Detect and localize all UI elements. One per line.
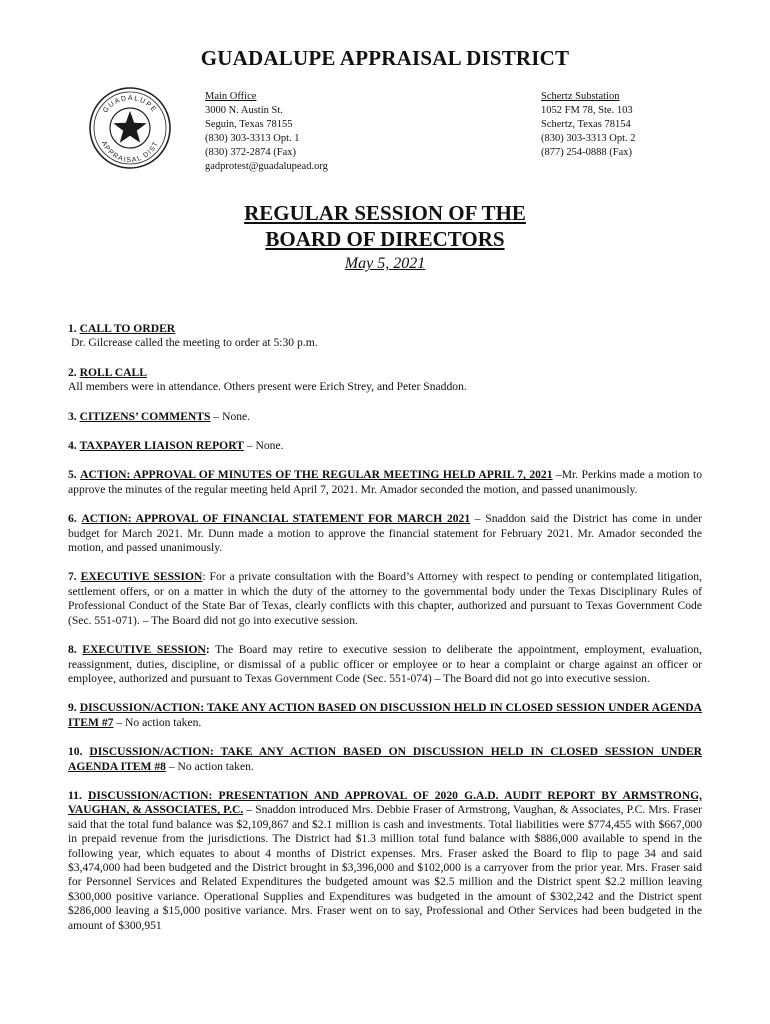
- minutes-body: [68, 322, 702, 948]
- item-heading: ACTION: APPROVAL OF FINANCIAL STATEMENT FOR MARCH 2021: [81, 512, 471, 526]
- document-title-line-2: BOARD OF DIRECTORS: [265, 227, 505, 251]
- svg-text:APPRAISAL DIST: [100, 140, 160, 164]
- agenda-item-5: [68, 468, 702, 497]
- item-number: 11.: [68, 788, 82, 802]
- item-body: – None.: [243, 439, 284, 453]
- item-heading: EXECUTIVE SESSION: [82, 643, 206, 657]
- item-heading: EXECUTIVE SESSION: [80, 570, 203, 584]
- agenda-item-10: [68, 745, 702, 774]
- substation-city: Schertz, Texas 78154: [541, 119, 631, 130]
- item-number: 8.: [68, 643, 77, 657]
- document-title: [0, 200, 770, 252]
- item-number: 5.: [68, 468, 77, 482]
- item-number: 1.: [68, 322, 77, 335]
- item-body: The Board may retire to executive session to deliberate the appointment, employment, evaluation, reassignment, duties, discipline, or dismissal of a public officer or employee or to hear a complaint or charge against an officer or employee, authorized and pursuant to Texas Government Code (Sec. 551-074) – The Board did not go into executive session.: [68, 643, 702, 685]
- item-number: 6.: [68, 512, 77, 526]
- item-number: 10.: [68, 745, 83, 759]
- item-body: : For a private consultation with the Board’s Attorney with respect to pending or contemplated litigation, settlement offers, or on a matter in which the duty of the attorney to the governmental body under the Texas Disciplinary Rules of Professional Conduct of the State Bar of Texas, clearly conflicts with this chapter, authorized and pursuant to Texas Government Code (Sec. 551-071). – The Board did not go into executive session.: [68, 570, 703, 627]
- main-office-email: gadprotest@guadalupead.org: [205, 161, 328, 172]
- agenda-item-1: [68, 322, 702, 351]
- agenda-item-8: [68, 643, 702, 686]
- agenda-item-3: [68, 410, 702, 424]
- main-office-address: [205, 90, 328, 174]
- item-number: 3.: [68, 409, 77, 423]
- item-body: – None.: [210, 409, 251, 423]
- item-heading: ROLL CALL: [79, 365, 147, 379]
- item-body: – No action taken.: [165, 759, 254, 773]
- seal-text-bottom: APPRAISAL DIST: [99, 140, 161, 165]
- item-body: –Mr. Perkins made a motion to approve the minutes of the regular meeting held April 7, 2021. Mr. Amador seconded the motion, and passed unanimously.: [68, 468, 702, 496]
- item-heading: DISCUSSION/ACTION: TAKE ANY ACTION BASED ON DISCUSSION HELD IN CLOSED SESSION UNDER AGENDA ITEM #7: [68, 701, 703, 729]
- main-office-heading: Main Office: [205, 91, 257, 102]
- item-heading: DISCUSSION/ACTION: PRESENTATION AND APPROVAL OF 2020 G.A.D. AUDIT REPORT BY ARMSTRONG, VAUGHAN, & ASSOCIATES, P.C.: [68, 788, 702, 817]
- item-heading: TAXPAYER LIAISON REPORT: [79, 439, 244, 453]
- organization-title: GUADALUPE APPRAISAL DISTRICT: [200, 46, 570, 70]
- substation-fax: (877) 254-0888 (Fax): [541, 147, 632, 158]
- main-office-city: Seguin, Texas 78155: [205, 119, 293, 130]
- main-office-street: 3000 N. Austin St.: [205, 105, 283, 116]
- item-body: All members were in attendance. Others present were Erich Strey, and Peter Snaddon.: [68, 380, 467, 394]
- substation-street: 1052 FM 78, Ste. 103: [541, 105, 633, 116]
- item-colon: :: [205, 643, 210, 657]
- item-heading: CALL TO ORDER: [79, 322, 176, 335]
- substation-address: [541, 90, 636, 160]
- meeting-date: May 5, 2021: [344, 255, 426, 272]
- agenda-item-2: [68, 366, 702, 395]
- main-office-fax: (830) 372-2874 (Fax): [205, 147, 296, 158]
- document-title-line-1: REGULAR SESSION OF THE: [244, 201, 526, 225]
- seal-text-top: GUADALUPE: [102, 94, 158, 115]
- agenda-item-9: [68, 701, 702, 730]
- item-body: – Snaddon said the District has come in under budget for March 2021. Mr. Dunn made a motion to approve the financial statement for February 2021. Mr. Amador seconded the motion, and passed unanimously.: [68, 512, 703, 555]
- district-seal-icon: [88, 86, 172, 170]
- item-number: 7.: [68, 570, 77, 584]
- agenda-item-6: [68, 512, 702, 555]
- item-body: – Snaddon introduced Mrs. Debbie Fraser of Armstrong, Vaughan, & Associates, P.C. Mrs. Fraser said that the total fund balance was $2,109,867 and $2.1 million is cash and investments. Total liabilities were $774,455 with $667,000 in prepaid revenue from the jurisdictions. The District had $1.3 million total fund balance with $886,000 available to spend in the following year, which equates to about 4 months of District expenses. Mrs. Fraser asked the Board to flip to page 34 and said $3,474,000 had been budgeted and the District brought in $3,396,000 and $102,000 is a carryover from the prior year. Mrs. Fraser said for Personnel Services and Related Expenditures the budgeted amount was $2.5 million and the District spent $2.2 million leaving $300,000 positive variance. Operational Supplies and Expenditures was budgeted in the amount of $302,242 and the District spent $286,000 leaving a $15,000 positive variance. Mrs. Fraser went on to say, Professional and Other Services had been budgeted in the amount of $300,951: [68, 803, 702, 932]
- substation-heading: Schertz Substation: [541, 91, 620, 102]
- item-number: 2.: [68, 365, 77, 379]
- substation-phone: (830) 303-3313 Opt. 2: [541, 133, 636, 144]
- item-body: – No action taken.: [113, 715, 202, 729]
- item-heading: CITIZENS’ COMMENTS: [79, 409, 211, 423]
- agenda-item-7: [68, 570, 702, 628]
- item-number: 4.: [68, 439, 77, 453]
- item-number: 9.: [68, 701, 77, 715]
- item-heading: DISCUSSION/ACTION: TAKE ANY ACTION BASED ON DISCUSSION HELD IN CLOSED SESSION UNDER AGENDA ITEM #8: [68, 745, 702, 773]
- agenda-item-11: [68, 789, 702, 933]
- agenda-item-4: [68, 439, 702, 453]
- item-heading: ACTION: APPROVAL OF MINUTES OF THE REGULAR MEETING HELD APRIL 7, 2021: [80, 468, 553, 482]
- main-office-phone: (830) 303-3313 Opt. 1: [205, 133, 300, 144]
- item-body: Dr. Gilcrease called the meeting to order at 5:30 p.m.: [71, 336, 318, 350]
